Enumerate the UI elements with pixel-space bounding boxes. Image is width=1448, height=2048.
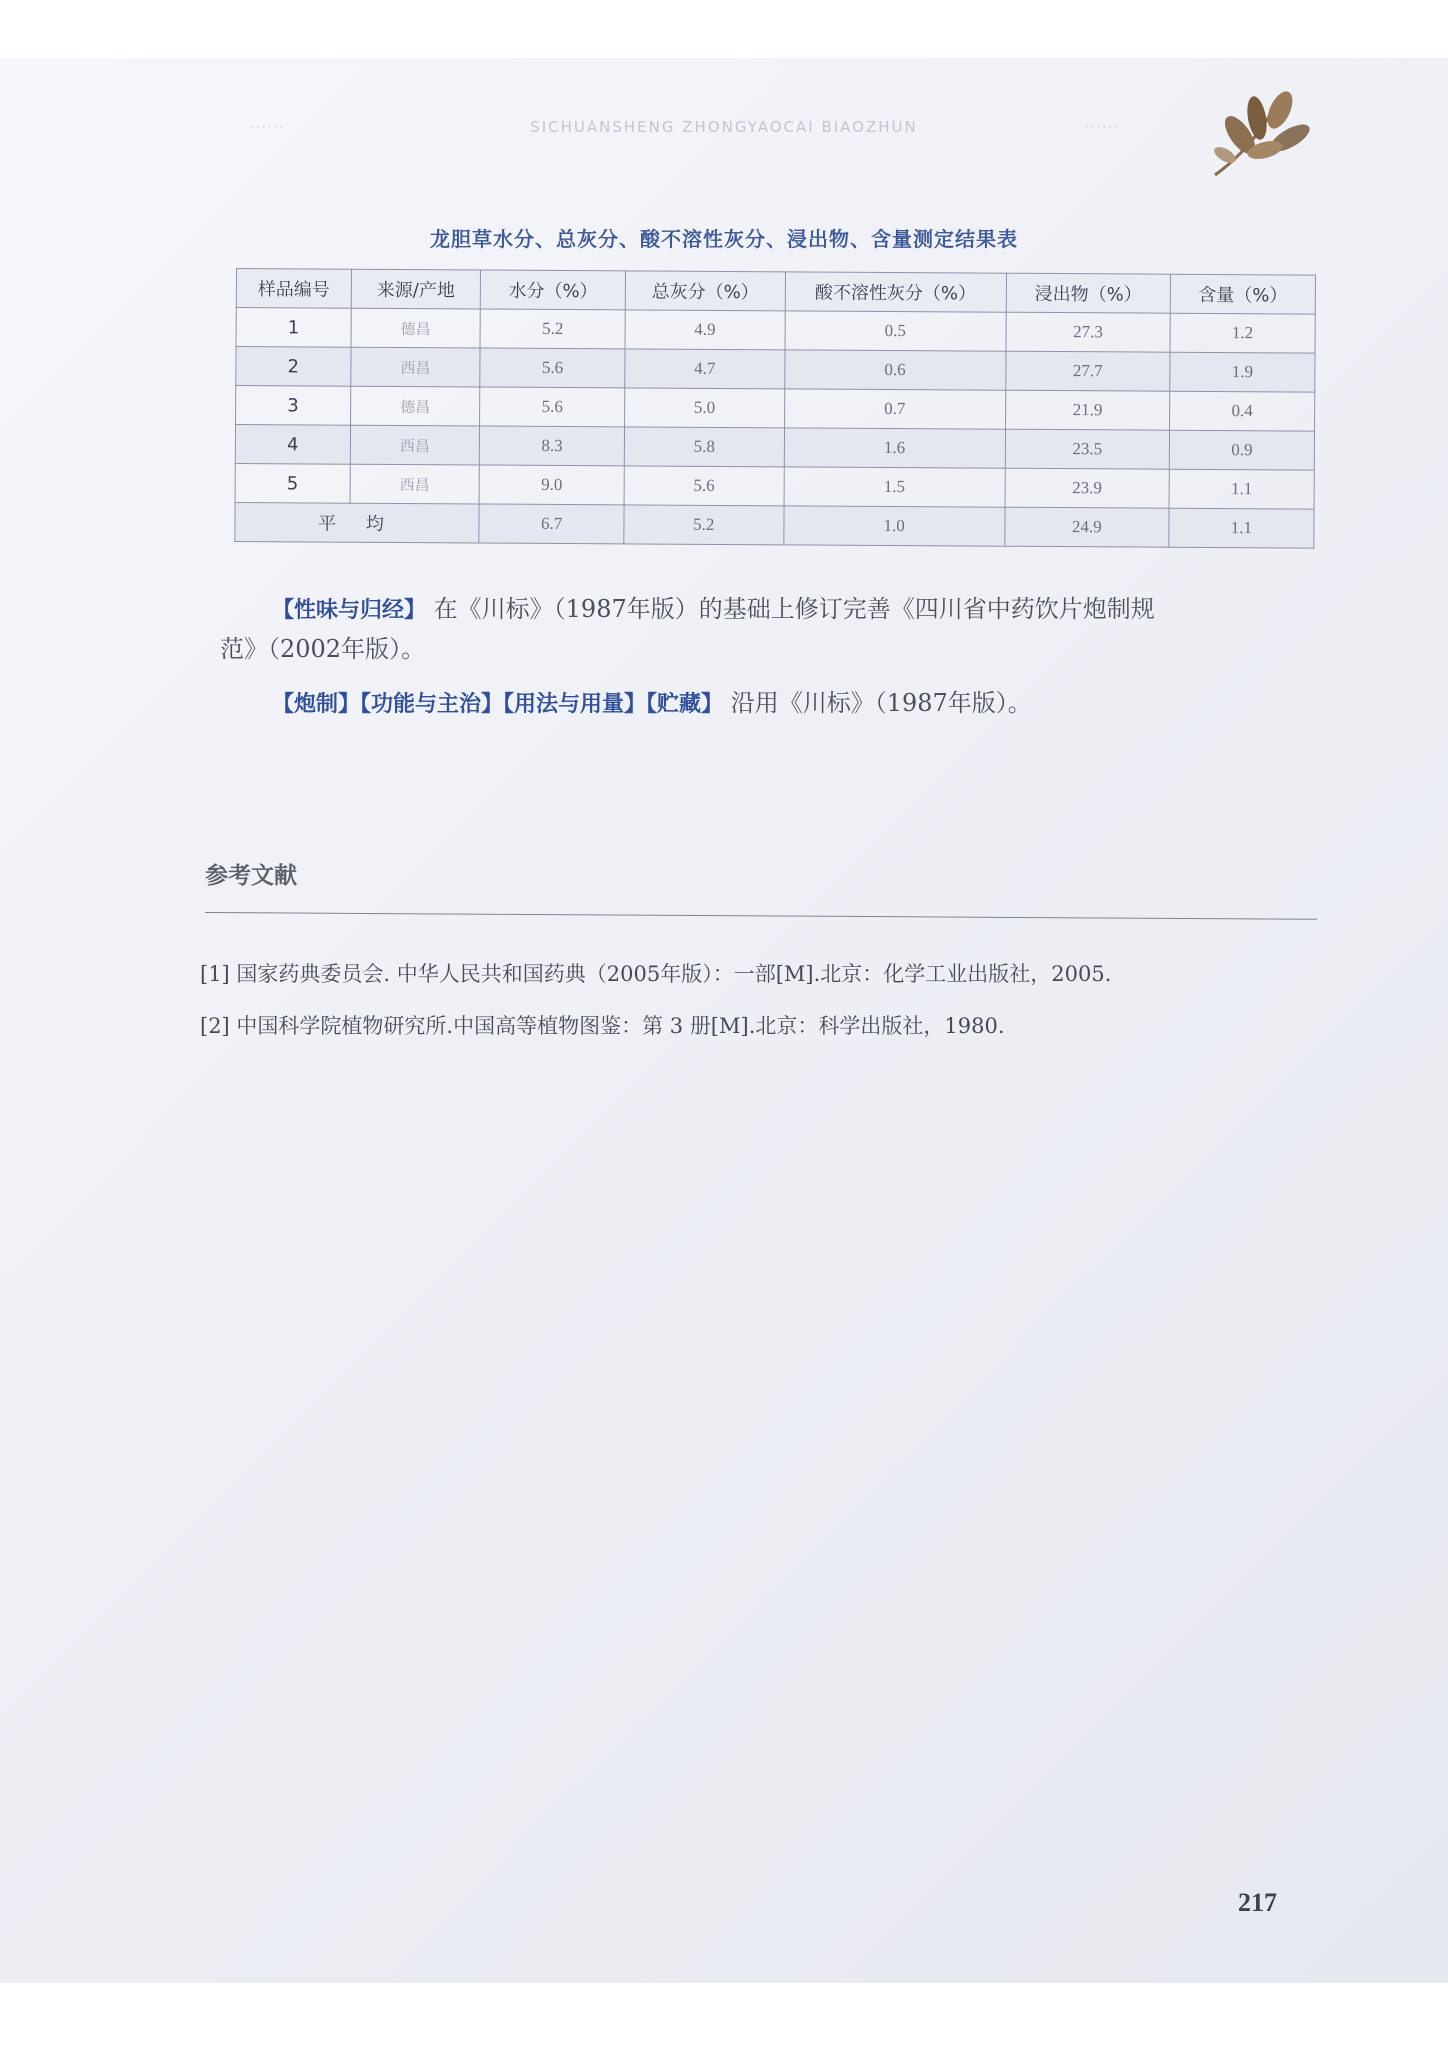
cell: 23.9 [1005,468,1169,508]
paragraph-processing [220,684,1320,724]
table-title: 龙胆草水分、总灰分、酸不溶性灰分、浸出物、含量测定结果表 [430,227,1018,251]
paragraph-text: 范》（2002年版）。 [220,635,426,663]
cell: 5.6 [480,348,625,388]
cell: 5.6 [480,387,625,427]
cell: 1.1 [1169,508,1314,548]
paragraph-text: 在《川标》（1987年版）的基础上修订完善《四川省中药饮片炮制规 [433,595,1155,623]
cell: 5.0 [625,388,785,428]
header-dots-left: ······ [250,120,285,134]
cell: 4.9 [625,310,785,350]
cell: 1.5 [784,467,1006,507]
results-table [234,268,1316,549]
running-header: SICHUANSHENG ZHONGYAOCAI BIAOZHUN [530,118,918,136]
bottom-margin [0,1983,1448,2048]
cell: 5.2 [624,505,784,545]
paragraph-text: 沿用《川标》（1987年版）。 [730,689,1032,717]
section-heading: 【贮藏】 [646,692,724,717]
table-row [236,347,1315,393]
cell: 5 [235,463,350,503]
cell: 27.3 [1006,312,1170,352]
cell: 1.1 [1169,469,1314,509]
section-heading: 【炮制】 [272,692,361,717]
cell: 1 [236,308,351,348]
cell: 6.7 [479,504,624,544]
cell: 0.6 [784,350,1006,390]
section-heading: 【性味与归经】 [272,598,427,623]
cell: 5.8 [624,427,784,467]
cell: 9.0 [479,465,624,505]
cell: 0.9 [1169,430,1314,470]
cell: 5.2 [480,309,625,349]
cell: 4.7 [625,349,785,389]
col-header: 酸不溶性灰分（%） [785,272,1007,312]
reference-item: [2] 中国科学院植物研究所.中国高等植物图鉴：第 3 册[M].北京：科学出版社，1980. [200,1014,1005,1038]
cell: 24.9 [1005,507,1169,547]
cell: 西昌 [350,464,480,504]
references-title: 参考文献 [205,863,297,889]
table-row [236,308,1315,354]
col-header: 水分（%） [480,270,625,310]
cell: 21.9 [1005,390,1169,430]
table-row [236,386,1315,432]
section-heading: 【功能与主治】 [360,692,504,717]
cell: 0.7 [784,389,1006,429]
col-header: 浸出物（%） [1006,273,1170,313]
col-header: 总灰分（%） [625,271,785,311]
table-header-row [236,269,1315,315]
cell: 27.7 [1006,351,1170,391]
col-header: 含量（%） [1170,274,1315,314]
paragraph-flavor [220,590,1320,668]
col-header: 来源/产地 [351,269,481,309]
col-header: 样品编号 [236,269,351,309]
cell: 3 [236,386,351,426]
cell: 西昌 [350,425,480,465]
cell: 0.5 [785,311,1007,351]
page-number: 217 [1238,1888,1277,1917]
cell: 德昌 [351,308,481,348]
cell: 4 [235,425,350,465]
cell: 1.0 [783,506,1005,546]
section-heading: 【用法与用量】 [503,692,647,717]
cell: 德昌 [350,386,480,426]
cell: 西昌 [351,347,481,387]
cell: 1.6 [784,428,1006,468]
cell: 23.5 [1005,429,1169,469]
cell: 8.3 [479,426,624,466]
cell: 2 [236,347,351,387]
cell: 1.2 [1170,313,1315,353]
average-label: 平 均 [235,502,479,542]
table-row [235,425,1314,471]
header-dots-right: ······ [1085,120,1120,134]
table-average-row [235,502,1314,548]
cell: 1.9 [1170,352,1315,392]
leaf-ornament-icon [1195,80,1325,180]
cell: 5.6 [624,466,784,506]
cell: 0.4 [1169,391,1314,431]
reference-item: [1] 国家药典委员会. 中华人民共和国药典（2005年版）：一部[M].北京：化学工业出版社，2005. [200,962,1112,986]
table-row [235,463,1314,509]
